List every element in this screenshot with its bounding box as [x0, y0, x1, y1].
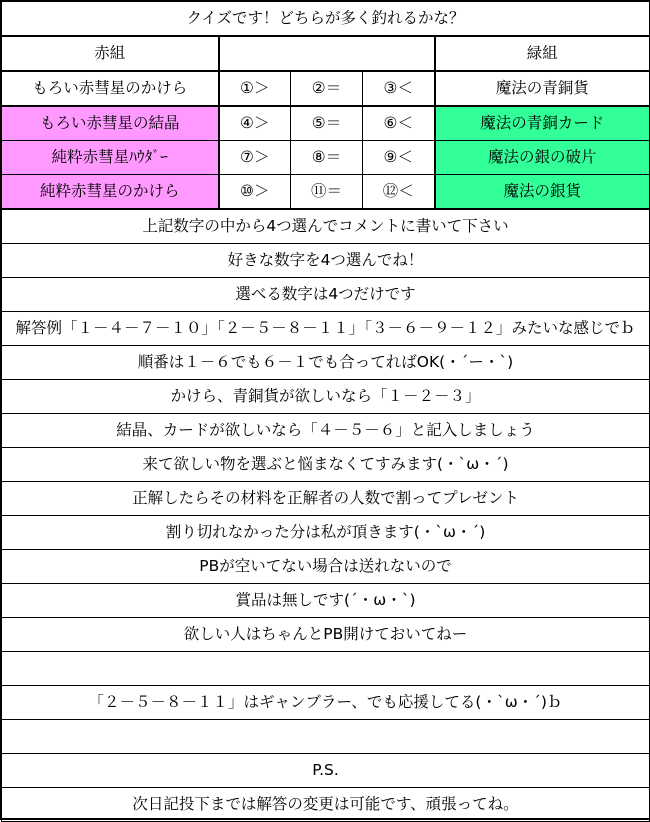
- instruction-line: かけら、青銅貨が欲しいなら「１－２－３」: [2, 380, 650, 414]
- choice-10: ⑩＞: [219, 175, 291, 210]
- empty-line: [2, 652, 650, 686]
- green-item-1: 魔法の青銅貨: [435, 71, 650, 106]
- instruction-line: 欲しい人はちゃんとPB開けておいてねー: [2, 618, 650, 652]
- item-row: [2, 106, 650, 141]
- quiz-title: クイズです！どちらが多く釣れるかな？: [2, 2, 650, 37]
- choice-4: ④＞: [219, 106, 291, 141]
- item-row: [2, 141, 650, 175]
- green-item-4: 魔法の銀貨: [435, 175, 650, 210]
- quiz-table: [1, 1, 650, 822]
- postscript-label: P.S.: [2, 754, 650, 788]
- choice-5: ⑤＝: [291, 106, 363, 141]
- red-item-3: 純粋赤彗星ﾊｳﾀﾞｰ: [2, 141, 219, 175]
- green-item-2: 魔法の青銅カード: [435, 106, 650, 141]
- instruction-line: 好きな数字を4つ選んでね！: [2, 244, 650, 278]
- choice-7: ⑦＞: [219, 141, 291, 175]
- choice-6: ⑥＜: [363, 106, 435, 141]
- choice-11: ⑪＝: [291, 175, 363, 210]
- choice-2: ②＝: [291, 71, 363, 106]
- choice-3: ③＜: [363, 71, 435, 106]
- choice-9: ⑨＜: [363, 141, 435, 175]
- postscript-line: 次日記投下までは解答の変更は可能です、頑張ってね。: [2, 788, 650, 822]
- instruction-line: 「２－５－８－１１」はギャンブラー、でも応援してる(・`ω・´)ｂ: [2, 686, 650, 720]
- instruction-line: 順番は１－６でも６－１でも合ってればOK(・´ー・`): [2, 346, 650, 380]
- green-item-3: 魔法の銀の破片: [435, 141, 650, 175]
- instruction-line: 賞品は無しです(´・ω・`): [2, 584, 650, 618]
- red-team-header: 赤組: [2, 36, 219, 71]
- instruction-line: 選べる数字は4つだけです: [2, 278, 650, 312]
- item-row: [2, 175, 650, 210]
- instruction-line: 割り切れなかった分は私が頂きます(・`ω・´): [2, 516, 650, 550]
- instruction-line: 結晶、カードが欲しいなら「４－５－６」と記入しましょう: [2, 414, 650, 448]
- choice-12: ⑫＜: [363, 175, 435, 210]
- instruction-line: PBが空いてない場合は送れないので: [2, 550, 650, 584]
- item-row: [2, 71, 650, 106]
- empty-line: [2, 720, 650, 754]
- red-item-2: もろい赤彗星の結晶: [2, 106, 219, 141]
- red-item-1: もろい赤彗星のかけら: [2, 71, 219, 106]
- instruction-line: 正解したらその材料を正解者の人数で割ってプレゼント: [2, 482, 650, 516]
- choice-1: ①＞: [219, 71, 291, 106]
- middle-header: [219, 36, 435, 71]
- instruction-line: 上記数字の中から4つ選んでコメントに書いて下さい: [2, 209, 650, 244]
- red-item-4: 純粋赤彗星のかけら: [2, 175, 219, 210]
- green-team-header: 緑組: [435, 36, 650, 71]
- choice-8: ⑧＝: [291, 141, 363, 175]
- instruction-line: 解答例「１－４－７－１０」「２－５－８－１１」「３－６－９－１２」みたいな感じでｂ: [2, 312, 650, 346]
- instruction-line: 来て欲しい物を選ぶと悩まなくてすみます(・`ω・´): [2, 448, 650, 482]
